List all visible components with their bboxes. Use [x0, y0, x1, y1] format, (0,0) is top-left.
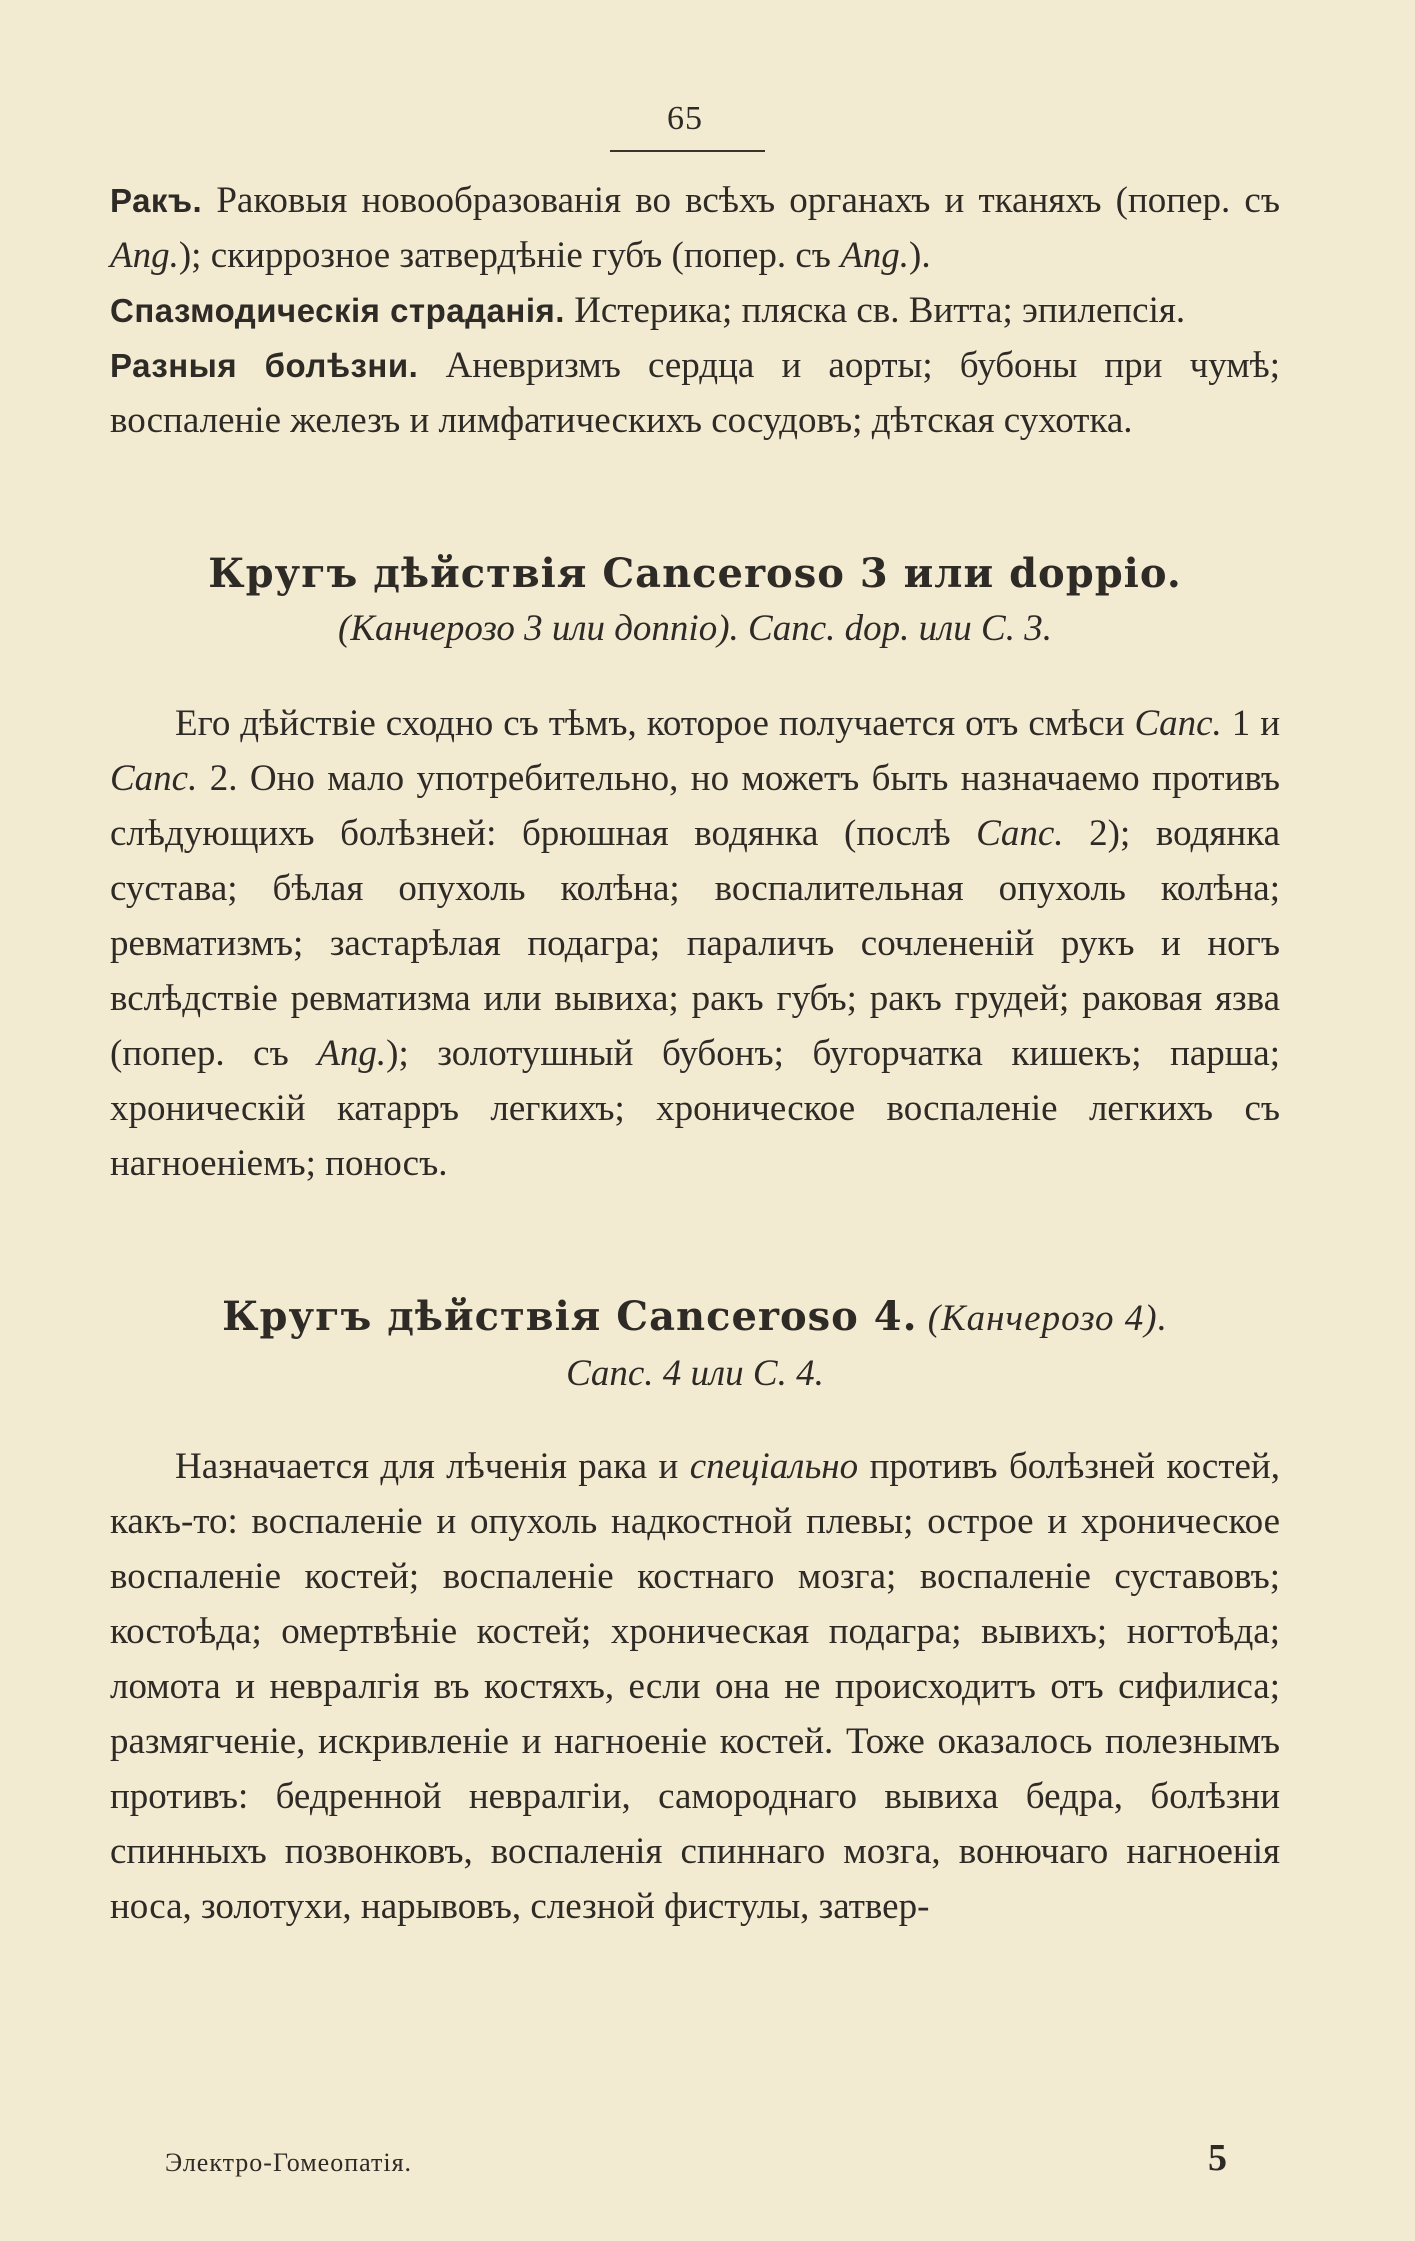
c4-heading-italic: (Канчерозо 4).	[917, 1298, 1168, 1339]
c4-italic-a: спеціально	[689, 1446, 859, 1487]
rak-italic-b: Ang.	[840, 235, 910, 276]
rak-text-c: ).	[909, 235, 931, 276]
c4-body-b: противъ болѣзней костей, какъ-то: воспаленіе и опухоль надкостной плевы; острое и хроническое воспаленіе костей; воспаленіе костнаго мозга; воспаленіе суставовъ; костоѣда; омертвѣніе костей; хроническая подагра; вывихъ; ногтоѣда; ломота и невралгія въ костяхъ, если она не происходитъ отъ сифилиса; размягченіе, искривленіе и нагноеніе костей. Тоже оказалось полезнымъ противъ: бедренной невралгіи, самороднаго вывиха бедра, болѣзни спинныхъ позвонковъ, воспаленія спиннаго мозга, вонючаго нагноенія носа, золотухи, нарывовъ, слезной фистулы, затвер-	[110, 1446, 1280, 1927]
footer-signature-mark: 5	[1208, 2137, 1227, 2179]
c3-body-d: 2); водянка сустава; бѣлая опухоль колѣна; воспалительная опухоль колѣна; ревматизмъ; застарѣлая подагра; параличъ сочлененій рукъ и ногъ вслѣдствіе ревматизма или вывиха; ракъ губъ; ракъ грудей; раковая язва (попер. съ	[110, 813, 1280, 1074]
paragraph-canceroso-3	[110, 696, 1280, 1191]
header-rule	[610, 150, 765, 152]
c3-italic-a: Canc.	[1134, 703, 1222, 744]
c3-italic-c: Canc.	[976, 813, 1064, 854]
misc-diseases-text: Аневризмъ сердца и аорты; бубоны при чумѣ; воспаленіе железъ и лимфатическихъ сосудовъ; дѣтская сухотка.	[110, 345, 1280, 441]
footer-book-title: Электро-Гомеопатія.	[165, 2148, 413, 2177]
paragraph-misc-diseases	[110, 338, 1280, 448]
c3-body-e: ); золотушный бубонъ; бугорчатка кишекъ; парша; хроническій катарръ легкихъ; хроническое воспаленіе легкихъ съ нагноеніемъ; поносъ.	[110, 1033, 1280, 1184]
spasmodic-text: Истерика; пляска св. Витта; эпилепсія.	[564, 290, 1186, 331]
section-subheading-canceroso-4: Canc. 4 или C. 4.	[566, 1353, 824, 1394]
page-number: 65	[667, 100, 703, 137]
section-heading-canceroso-4	[110, 1289, 1280, 1346]
section-subheading-canceroso-3: (Канчерозо 3 или доппіо). Canc. dop. или C. 3.	[338, 608, 1052, 649]
c4-heading-text: Кругъ дѣйствія Canceroso 4.	[222, 1293, 918, 1340]
term-spasmodic: Спазмодическія страданія.	[110, 292, 565, 329]
term-misc-diseases: Разныя болѣзни.	[110, 347, 419, 384]
rak-italic-a: Ang.	[110, 235, 179, 276]
section-heading-canceroso-3: Кругъ дѣйствія Canceroso 3 или doppio.	[208, 550, 1182, 597]
c4-body-a: Назначается для лѣченія рака и	[175, 1446, 690, 1487]
c3-italic-b: Canc.	[110, 758, 198, 799]
page-content	[110, 173, 1280, 1934]
paragraph-spasmodic	[110, 283, 1280, 338]
rak-text-a: Раковыя новообразованія во всѣхъ органахъ и тканяхъ (попер. съ	[202, 180, 1280, 221]
rak-text-b: ); скиррозное затвердѣніе губъ (попер. съ	[178, 235, 841, 276]
paragraph-canceroso-4	[110, 1439, 1280, 1934]
c3-body-c: 2. Оно мало употребительно, но можетъ быть назначаемо противъ слѣдующихъ болѣзней: брюшная водянка (послѣ	[110, 758, 1280, 854]
c3-body-b: 1 и	[1221, 703, 1280, 744]
c3-body-a: Его дѣйствіе сходно съ тѣмъ, которое получается отъ смѣси	[175, 703, 1135, 744]
paragraph-rak	[110, 173, 1280, 283]
term-rak: Ракъ.	[110, 182, 203, 219]
c3-italic-d: Ang.	[317, 1033, 387, 1074]
